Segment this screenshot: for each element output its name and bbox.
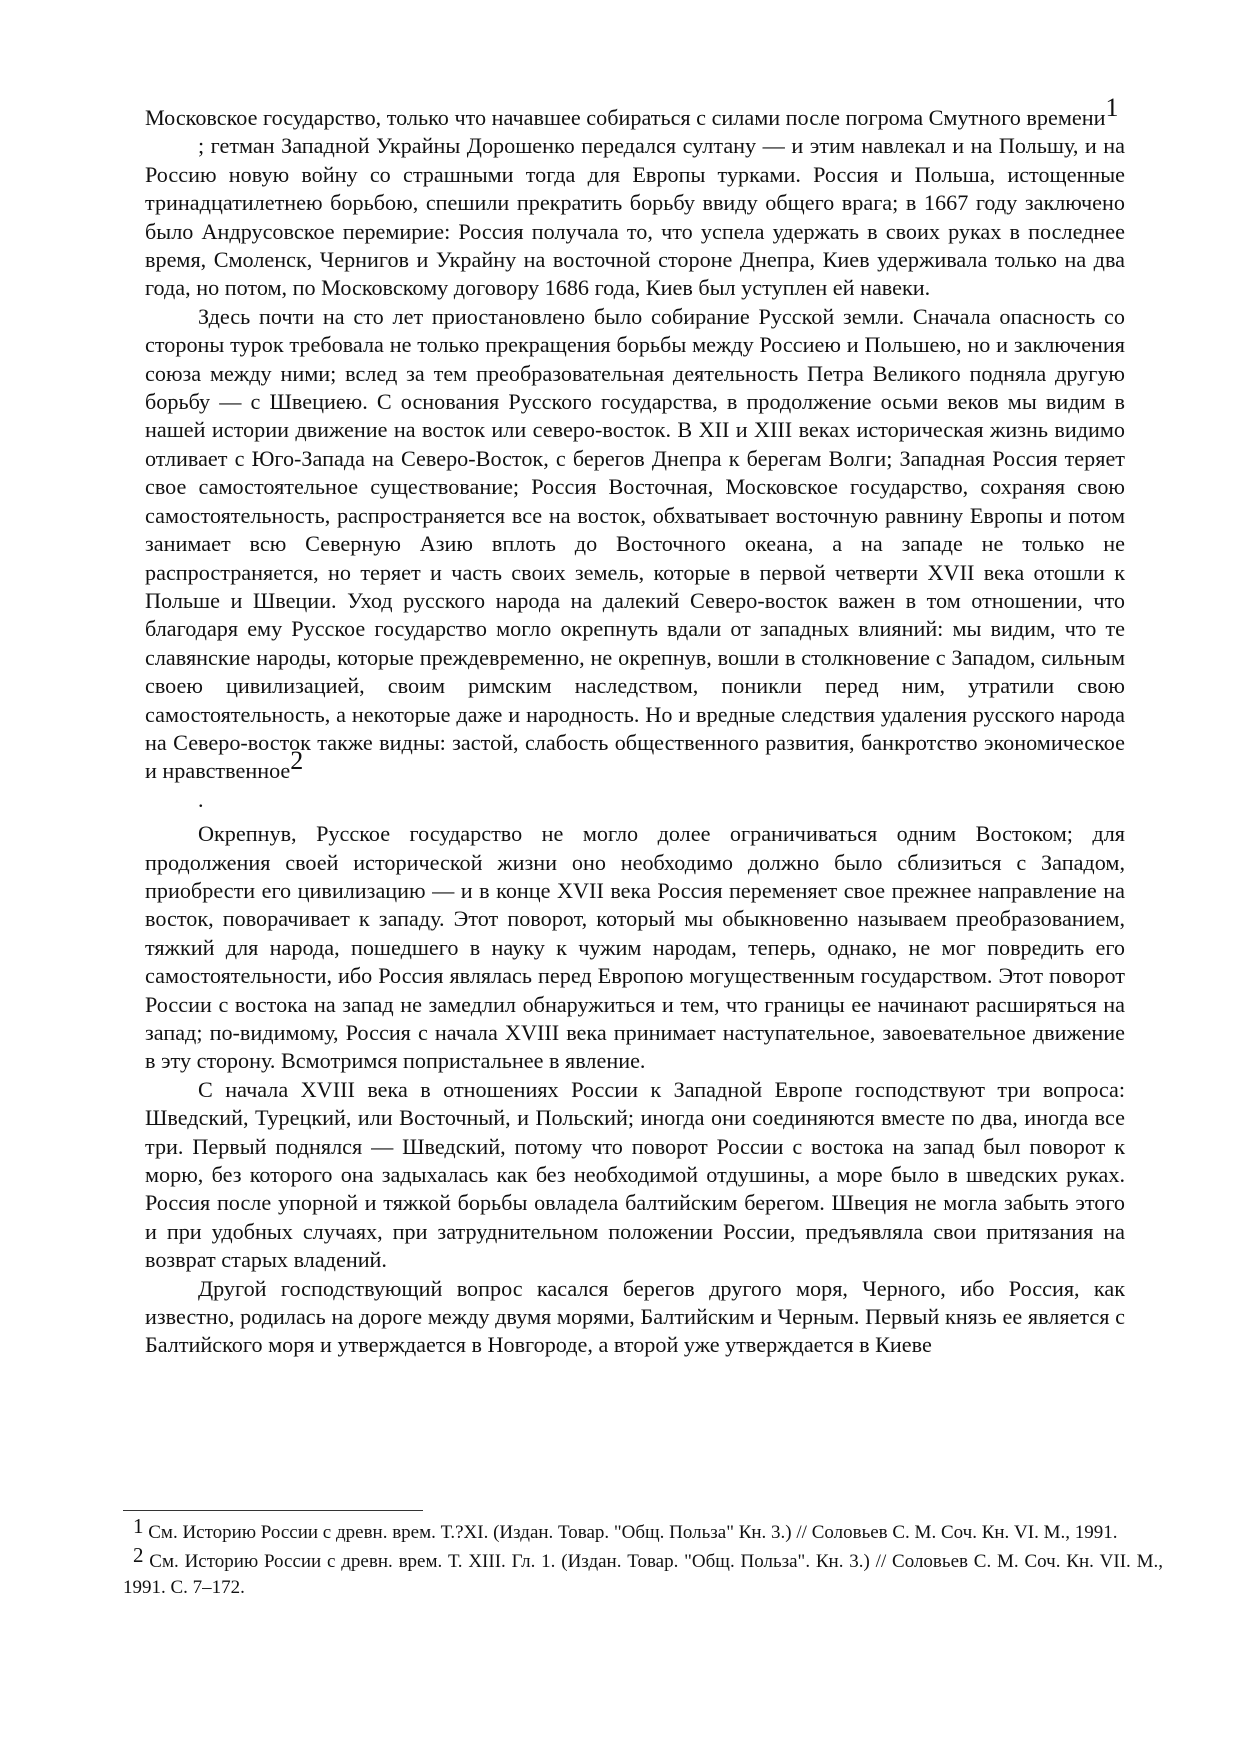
footnote-2-text: См. Историю России с древн. врем. Т. XIII. Гл. 1. (Издан. Товар. "Общ. Польза". Кн. 3.) // Соловьев С. М. Соч. Кн. VII. М., 1991. С. 7–172.	[123, 1551, 1163, 1598]
footnote-separator	[123, 1510, 423, 1511]
paragraph-5: С начала XVIII века в отношениях России к Западной Европе господствуют три вопроса: Шведский, Турецкий, или Восточный, и Польский; иногда они соединяются вместе по два, иногда все три. Первый поднялся — Шведский, потому что поворот России с востока на запад был поворот к морю, без которого она задыхалась как без необходимой отдушины, а море было в шведских руках. Россия после упорной и тяжкой борьбы овладела балтийским берегом. Швеция не могла забыть этого и при удобных случаях, при затруднительном положении России, предъявляла свои притязания на возврат старых владений.	[145, 1076, 1125, 1273]
footnote-1-text: См. Историю России с древн. врем. Т.?XI. (Издан. Товар. "Общ. Польза" Кн. 3.) // Соловьев С. М. Соч. Кн. VI. М., 1991.	[143, 1522, 1118, 1543]
footnote-1	[123, 1514, 1163, 1546]
footnote-ref-2[interactable]: 2	[290, 746, 304, 776]
paragraph-1	[145, 93, 1125, 132]
paragraph-4: Окрепнув, Русское государство не могло долее ограничиваться одним Востоком; для продолжения своей исторической жизни оно необходимо должно было сблизиться с Западом, приобрести его цивилизацию — и в конце XVII века Россия переменяет свое прежнее направление на восток, поворачивает к западу. Этот поворот, который мы обыкновенно называем преобразованием, тяжкий для народа, пошедшего в науку к чужим народам, теперь, однако, не мог повредить его самостоятельности, ибо Россия являлась перед Европою могущественным государством. Этот поворот России с востока на запад не замедлил обнаружиться и тем, что границы ее начинают расширяться на запад; по-видимому, Россия с начала XVIII века принимает наступательное, завоевательное движение в эту сторону. Всмотримся попристальнее в явление.	[145, 821, 1125, 1074]
footnote-2	[123, 1543, 1163, 1601]
paragraph-period: .	[198, 786, 204, 812]
footnote-1-number: 1	[133, 1514, 144, 1538]
paragraph-3-text: Здесь почти на сто лет приостановлено было собирание Русской земли. Сначала опасность со стороны турок требовала не только прекращения борьбы между Россиею и Польшею, но и заключения союза между ними; вслед за тем преобразовательная деятельность Петра Великого подняла другую борьбу — с Швециею. С основания Русского государства, в продолжение осьми веков мы видим в нашей истории движение на восток или северо-восток. В XII и XIII веках историческая жизнь видимо отливает с Юго-Запада на Северо-Восток, с берегов Днепра к берегам Волги; Западная Россия теряет свое самостоятельное существование; Россия Восточная, Московское государство, сохраняя свою самостоятельность, распространяется все на восток, обхватывает восточную равнину Европы и потом занимает всю Северную Азию вплоть до Восточного океана, а на западе не только не распространяется, но теряет и часть своих земель, которые в первой четверти XVII века отошли к Польше и Швеции. Уход русского народа на далекий Северо-восток важен в том отношении, что благодаря ему Русское государство могло окрепнуть вдали от западных влияний: мы видим, что те славянские народы, которые преждевременно, не окрепнув, вошли в столкновение с Западом, сильным своею цивилизацией, своим римским наследством, поникли перед ним, утратили свою самостоятельность, а некоторые даже и народность. Но и вредные следствия удаления русского народа на Северо-восток также видны: застой, слабость общественного развития, банкротство экономическое и нравственное	[145, 303, 1125, 784]
paragraph-6: Другой господствующий вопрос касался берегов другого моря, Черного, ибо Россия, как известно, родилась на дороге между двумя морями, Балтийским и Черным. Первый князь ее является с Балтийского моря и утверждается в Новгороде, а второй уже утверждается в Киеве	[145, 1275, 1125, 1358]
footnote-ref-1[interactable]: 1	[1105, 93, 1119, 122]
paragraph-3	[145, 303, 1125, 786]
footnote-2-number: 2	[133, 1543, 144, 1567]
paragraph-1-text: Московское государство, только что начавшее собираться с силами после погрома Смутного времени	[145, 105, 1106, 130]
paragraph-2: ; гетман Западной Украйны Дорошенко передался султану — и этим навлекал и на Польшу, и на Россию новую войну со страшными тогда для Европы турками. Россия и Польша, истощенные тринадцатилетнею борьбою, спешили прекратить борьбу ввиду общего врага; в 1667 году заключено было Андрусовское перемирие: Россия получала то, что успела удержать в своих руках в последнее время, Смоленск, Чернигов и Украйну на восточной стороне Днепра, Киев удерживала только на два года, но потом, по Московскому договору 1686 года, Киев был уступлен ей навеки.	[145, 133, 1125, 301]
main-text	[145, 93, 1125, 1360]
footnotes	[123, 1514, 1163, 1604]
